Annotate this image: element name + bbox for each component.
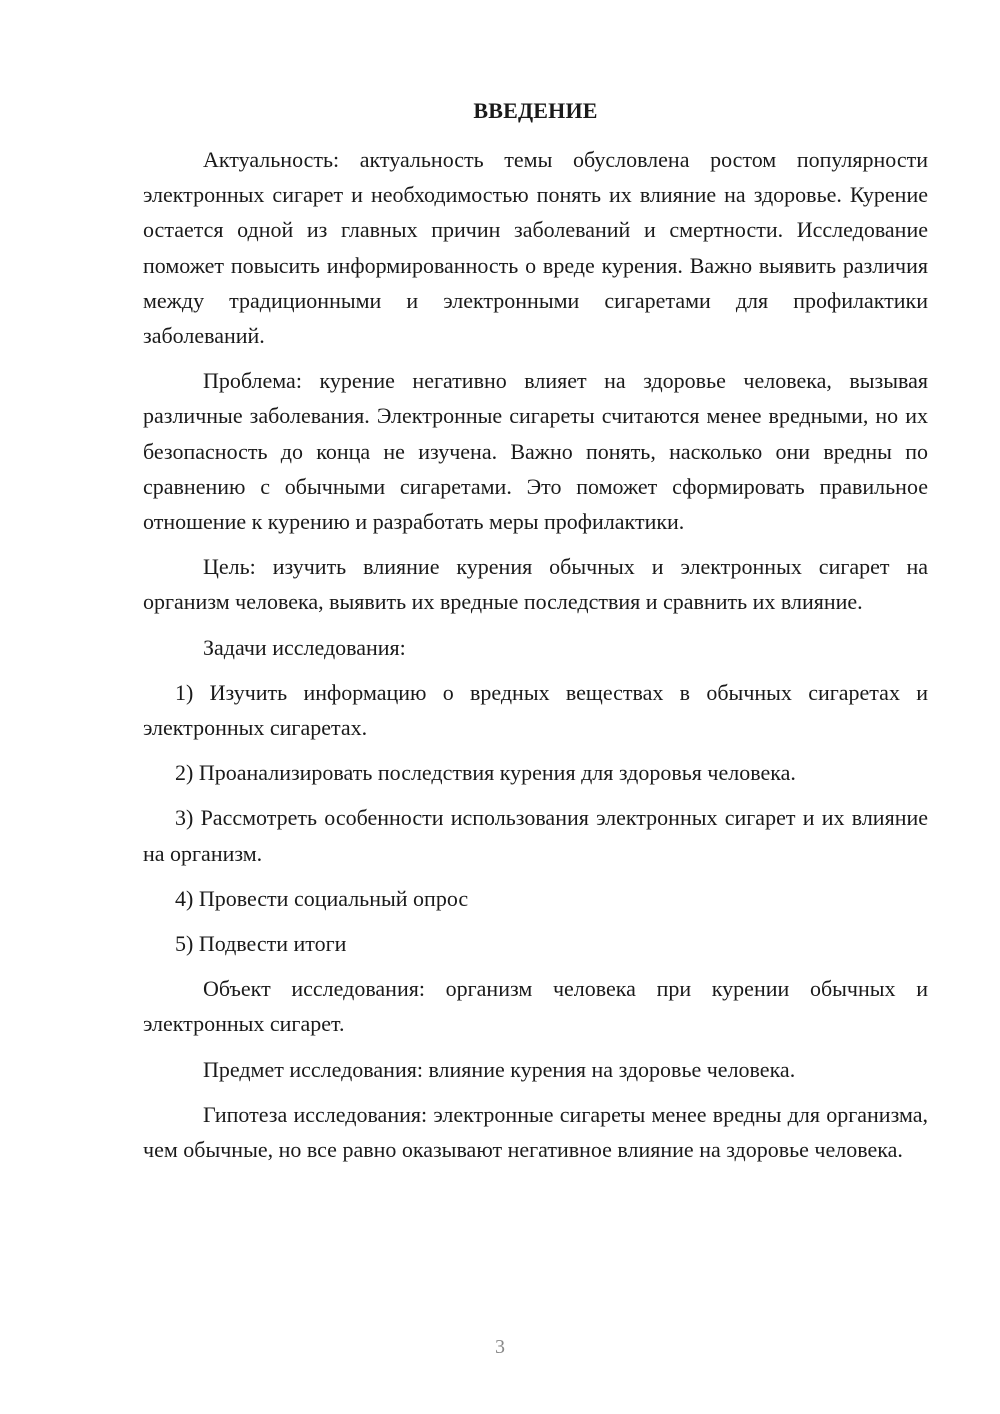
paragraph-relevance: Актуальность: актуальность темы обусловлена ростом популярности электронных сигарет и необходимостью понять их влияние на здоровье. Курение остается одной из главных причин заболеваний и смертности. Исследование поможет повысить информированность о вреде курения. Важно выявить различия между традиционными и электронными сигаретами для профилактики заболеваний. (143, 147, 928, 349)
document-body (143, 142, 928, 1167)
task-item-1: 1) Изучить информацию о вредных веществах в обычных сигаретах и электронных сигаретах. (143, 679, 928, 741)
paragraph-object: Объект исследования: организм человека при курении обычных и электронных сигарет. (143, 976, 928, 1037)
paragraph-problem: Проблема: курение негативно влияет на здоровье человека, вызывая различные заболевания. Электронные сигареты считаются менее вредными, но их безопасность до конца не изучена. Важно понять, насколько они вредны по сравнению с обычными сигаретами. Это поможет сформировать правильное отношение к курению и разработать меры профилактики. (143, 368, 928, 535)
paragraph-hypothesis: Гипотеза исследования: электронные сигареты менее вредны для организма, чем обычные, но все равно оказывают негативное влияние на здоровье человека. (143, 1101, 928, 1163)
task-item-4: 4) Провести социальный опрос (175, 885, 469, 911)
section-title: ВВЕДЕНИЕ (473, 98, 598, 123)
paragraph-subject: Предмет исследования: влияние курения на здоровье человека. (203, 1056, 796, 1082)
task-item-3: 3) Рассмотреть особенности использования электронных сигарет и их влияние на организм. (143, 805, 928, 866)
task-item-5: 5) Подвести итоги (175, 931, 347, 957)
paragraph-tasks-heading: Задачи исследования: (203, 634, 406, 660)
page-number: 3 (495, 1336, 505, 1358)
paragraph-goal: Цель: изучить влияние курения обычных и электронных сигарет на организм человека, выявить их вредные последствия и сравнить их влияние. (143, 554, 928, 615)
task-item-2: 2) Проанализировать последствия курения для здоровья человека. (175, 760, 796, 786)
